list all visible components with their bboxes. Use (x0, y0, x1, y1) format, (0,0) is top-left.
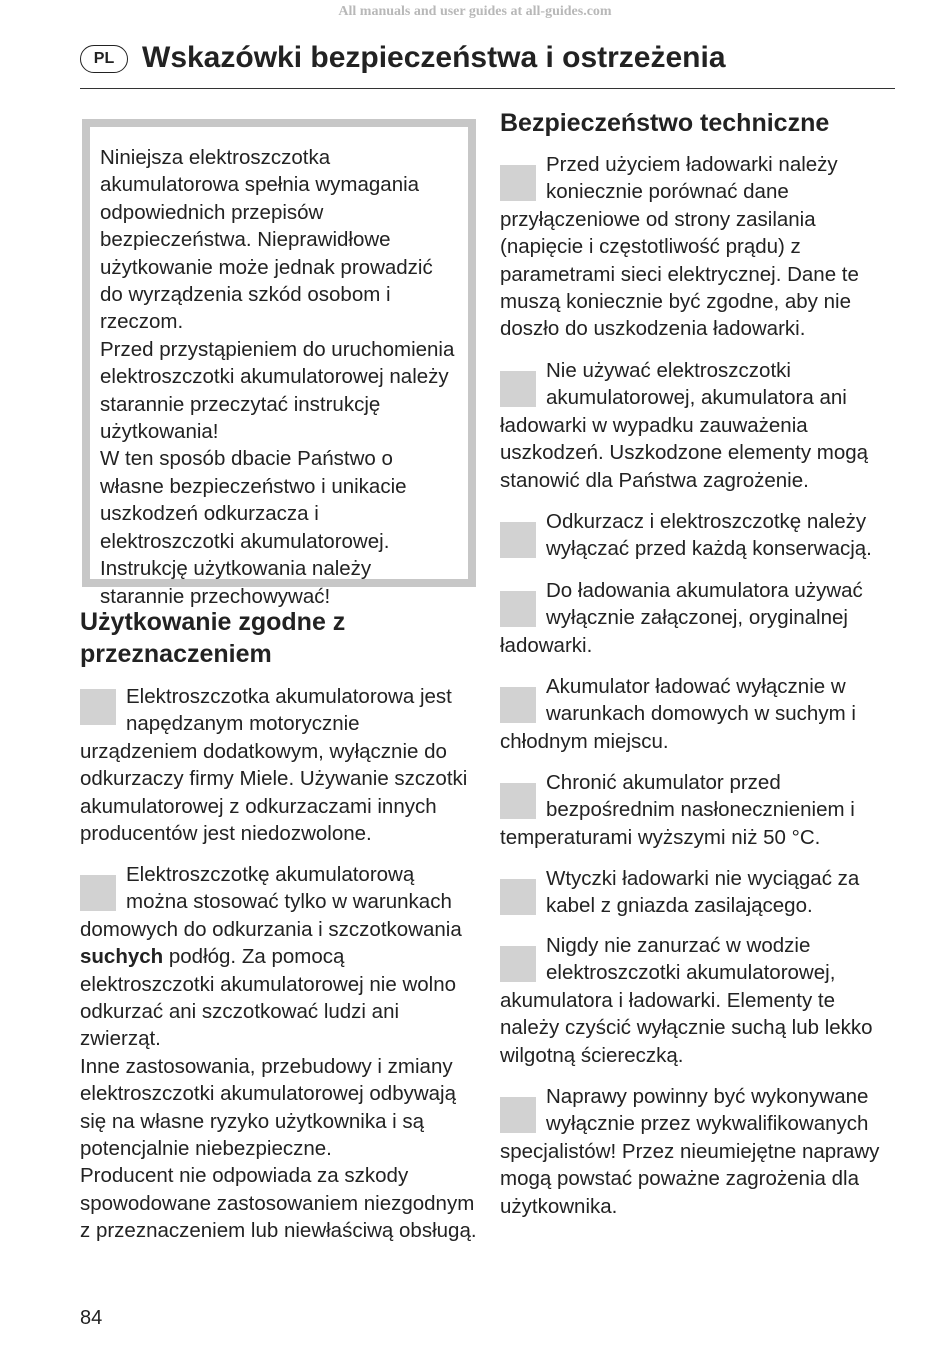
technical-safety-text: Odkurzacz i elektroszczotkę należy wyłączać przed każdą konserwacją. (546, 510, 872, 561)
technical-safety-heading: Bezpieczeństwo techniczne (500, 109, 830, 137)
technical-safety-text: Akumulator ładować wyłącznie w warunkach domowych w suchym i chłodnym miejscu. (500, 675, 856, 753)
technical-safety-item (500, 769, 898, 851)
bullet-square-icon (500, 591, 536, 627)
technical-safety-item (500, 673, 898, 755)
intended-use-text: Elektroszczotkę akumulatorową można stosować tylko w warunkach domowych do odkurzania i szczotkowania suchych podłóg. Za pomocą elektroszczotki akumulatorowej nie wolno odkurzać ani szczotkować ludzi ani zwierząt. (80, 863, 462, 1051)
bullet-square-icon (500, 946, 536, 982)
technical-safety-text: Naprawy powinny być wykonywane wyłącznie przez wykwalifikowanych specjalistów! Przez nieumiejętne naprawy mogą powstać poważne zagrożenia dla użytkownika. (500, 1085, 880, 1218)
bullet-square-icon (80, 875, 116, 911)
bullet-square-icon (500, 371, 536, 407)
page-header (80, 38, 895, 89)
bullet-square-icon (80, 689, 116, 725)
bullet-square-icon (500, 783, 536, 819)
technical-safety-item (500, 508, 898, 563)
technical-safety-item (500, 932, 898, 1069)
intended-use-heading: Użytkowanie zgodne z przeznaczeniem (80, 608, 346, 668)
technical-safety-text: Nie używać elektroszczotki akumulatorowej, akumulatora ani ładowarki w wypadku zauważenia uszkodzeń. Uszkodzone elementy mogą stanowić dla Państwa zagrożenie. (500, 359, 869, 492)
bullet-square-icon (500, 687, 536, 723)
technical-safety-text: Chronić akumulator przed bezpośrednim nasłonecznieniem i temperaturami wyższymi niż 50 °C. (500, 771, 855, 849)
notice-paragraph: Niniejsza elektroszczotka akumulatorowa spełnia wymagania odpowiednich przepisów bezpieczeństwa. Nieprawidłowe użytkowanie może jednak prowadzić do wyrządzenia szkód osobom i rzeczom. (100, 146, 433, 334)
page-number: 84 (80, 1307, 103, 1329)
intended-use-text: Elektroszczotka akumulatorowa jest napędzanym motorycznie urządzeniem dodatkowym, wyłącznie do odkurzaczy firmy Miele. Używanie szczotki akumulatorowej z odkurzaczami innych producentów jest niedozwolone. (80, 685, 468, 846)
technical-safety-item (500, 151, 898, 343)
intended-use-item (80, 861, 480, 1245)
bullet-square-icon (500, 165, 536, 201)
intended-use-text: Inne zastosowania, przebudowy i zmiany elektroszczotki akumulatorowej odbywają się na własne ryzyko użytkownika i są potencjalnie niebezpieczne. (80, 1054, 457, 1161)
notice-paragraph: Instrukcję użytkowania należy starannie przechowywać! (100, 557, 372, 608)
intended-use-item (80, 683, 480, 847)
technical-safety-item (500, 357, 898, 494)
intended-use-text: Producent nie odpowiada za szkody spowodowane zastosowaniem niezgodnym z przeznaczeniem lub niewłaściwą obsługą. (80, 1164, 477, 1243)
notice-paragraph: Przed przystąpieniem do uruchomienia elektroszczotki akumulatorowej należy starannie przeczytać instrukcję użytkowania! (100, 337, 455, 444)
page-title: Wskazówki bezpieczeństwa i ostrzeżenia (142, 41, 726, 74)
technical-safety-text: Nigdy nie zanurzać w wodzie elektroszczotki akumulatorowej, akumulatora i ładowarki. Elementy te należy czyścić wyłącznie suchą lub lekko wilgotną ściereczką. (500, 934, 873, 1067)
technical-safety-text: Przed użyciem ładowarki należy koniecznie porównać dane przyłączeniowe od strony zasilania (napięcie i częstotliwość prądu) z parametrami sieci elektrycznej. Dane te muszą koniecznie być zgodne, aby nie doszło do uszkodzenia ładowarki. (500, 153, 859, 341)
technical-safety-text: Do ładowania akumulatora używać wyłącznie załączonej, oryginalnej ładowarki. (500, 579, 863, 657)
language-badge: PL (80, 45, 128, 73)
bullet-square-icon (500, 522, 536, 558)
notice-paragraph: W ten sposób dbacie Państwo o własne bezpieczeństwo i unikacie uszkodzeń odkurzacza i elektroszczotki akumulatorowej. (100, 447, 407, 553)
watermark: All manuals and user guides at all-guides.com (338, 4, 612, 19)
bullet-square-icon (500, 1097, 536, 1133)
bullet-square-icon (500, 879, 536, 915)
safety-notice-box (82, 119, 476, 608)
technical-safety-item (500, 865, 898, 920)
emphasis-dry: suchych (80, 945, 164, 969)
technical-safety-item (500, 1083, 898, 1220)
technical-safety-text: Wtyczki ładowarki nie wyciągać za kabel z gniazda zasilającego. (546, 867, 860, 918)
technical-safety-item (500, 577, 898, 659)
